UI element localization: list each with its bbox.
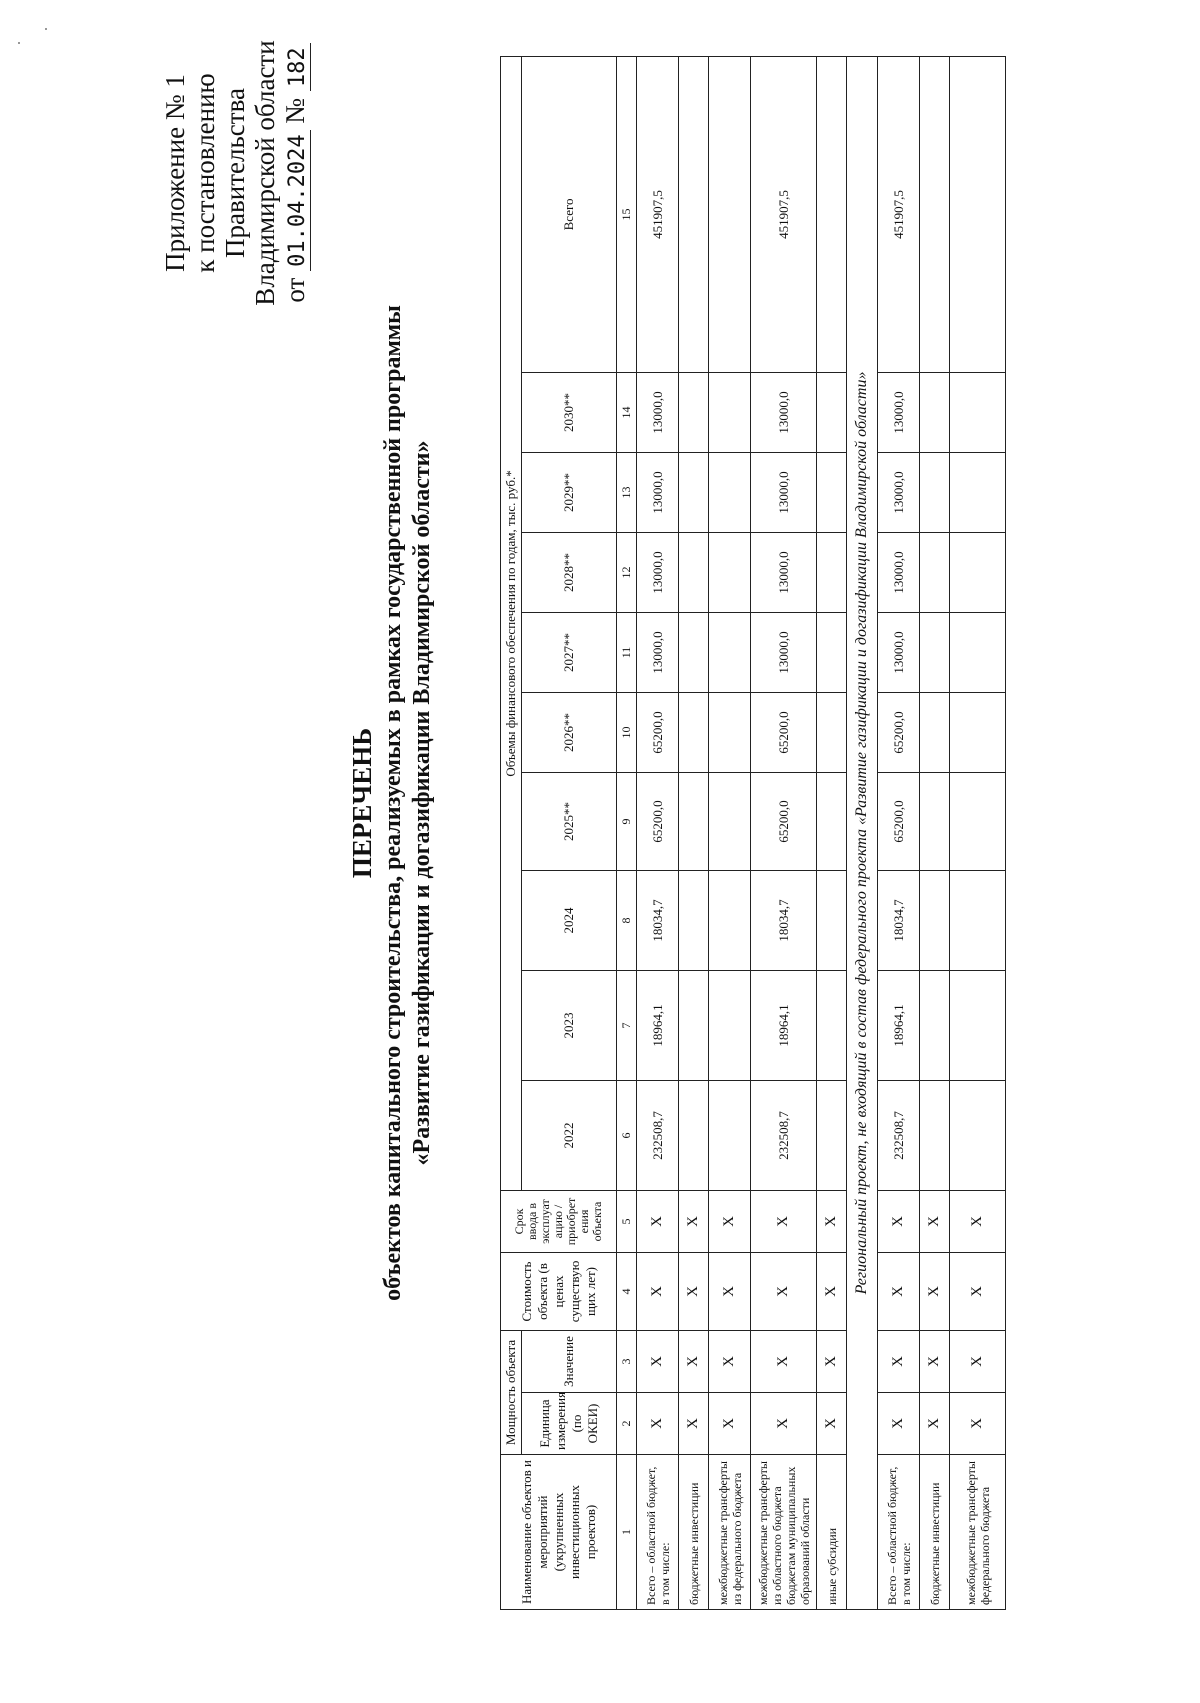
cell-year-amount	[950, 532, 1006, 612]
cell-year-amount	[920, 532, 950, 612]
table-row	[878, 56, 920, 1609]
row-name: межбюджетные трансферты из федерального бюджета	[709, 1455, 751, 1610]
cell-value: X	[878, 1330, 920, 1392]
cell-total: 451907,5	[878, 56, 920, 372]
cell-year-amount	[920, 970, 950, 1080]
objects-table	[500, 56, 1006, 1610]
program-name: «Развитие газификации и догазификации Владимирской области»	[409, 440, 435, 1166]
cell-term: X	[751, 1190, 817, 1252]
handwritten-date: 01.04.2024	[285, 130, 311, 270]
header-year: 2024	[522, 870, 617, 970]
cell-year-amount: 13000,0	[878, 452, 920, 532]
document-heading	[348, 203, 437, 1403]
column-number: 8	[617, 870, 637, 970]
cell-cost: X	[637, 1252, 679, 1330]
cell-year-amount	[817, 1080, 847, 1190]
cell-year-amount	[709, 1080, 751, 1190]
column-number: 2	[617, 1393, 637, 1455]
appendix-stamp	[160, 28, 313, 318]
cell-term: X	[817, 1190, 847, 1252]
row-name: Всего – областной бюджет, в том числе:	[878, 1455, 920, 1610]
cell-year-amount	[817, 612, 847, 692]
cell-year-amount	[679, 532, 709, 612]
cell-year-amount	[950, 372, 1006, 452]
cell-year-amount	[950, 970, 1006, 1080]
cell-cost: X	[920, 1252, 950, 1330]
cell-cost: X	[817, 1252, 847, 1330]
cell-year-amount	[709, 772, 751, 870]
cell-year-amount	[950, 692, 1006, 772]
cell-year-amount: 13000,0	[878, 372, 920, 452]
column-number: 10	[617, 692, 637, 772]
cell-year-amount	[920, 692, 950, 772]
stamp-line: Владимирской области	[250, 40, 280, 306]
table-row	[950, 56, 1006, 1609]
cell-term: X	[878, 1190, 920, 1252]
header-term: Срок ввода в эксплуат ацию / приобрет ения объекта	[501, 1190, 617, 1252]
cell-year-amount: 65200,0	[751, 692, 817, 772]
section-title: Региональный проект, не входящий в состав федерального проекта «Развитие газификации и догазификации Владимирской области»	[847, 56, 878, 1609]
row-name: межбюджетные трансферты из областного бюджета бюджетам муниципальных образований области	[751, 1455, 817, 1610]
cell-cost: X	[950, 1252, 1006, 1330]
document-title: ПЕРЕЧЕНЬ	[347, 727, 377, 879]
cell-unit: X	[637, 1393, 679, 1455]
cell-year-amount: 13000,0	[878, 532, 920, 612]
header-cost: Стоимость объекта (в ценах существую щих лет)	[501, 1252, 617, 1330]
number-prefix: №	[280, 97, 310, 124]
cell-year-amount	[709, 452, 751, 532]
stamp-line: Правительства	[220, 88, 250, 258]
header-year: 2026**	[522, 692, 617, 772]
cell-cost: X	[751, 1252, 817, 1330]
cell-year-amount: 65200,0	[637, 772, 679, 870]
cell-year-amount	[679, 870, 709, 970]
cell-year-amount	[950, 772, 1006, 870]
handwritten-number: 182	[285, 43, 311, 91]
cell-year-amount	[679, 1080, 709, 1190]
column-number: 6	[617, 1080, 637, 1190]
document-subtitle: объектов капитального строительства, реализуемых в рамках государственной программы	[380, 305, 406, 1301]
cell-term: X	[679, 1190, 709, 1252]
header-year: 2029**	[522, 452, 617, 532]
cell-year-amount: 65200,0	[751, 772, 817, 870]
cell-year-amount: 13000,0	[751, 372, 817, 452]
cell-year-amount: 18964,1	[751, 970, 817, 1080]
header-year: 2023	[522, 970, 617, 1080]
cell-value: X	[920, 1330, 950, 1392]
cell-term: X	[637, 1190, 679, 1252]
cell-year-amount: 13000,0	[637, 452, 679, 532]
stamp-line: к постановлению	[190, 73, 220, 273]
subheader-row	[522, 56, 617, 1609]
cell-year-amount: 65200,0	[637, 692, 679, 772]
cell-year-amount	[950, 870, 1006, 970]
cell-year-amount	[817, 970, 847, 1080]
cell-year-amount	[817, 372, 847, 452]
cell-year-amount: 65200,0	[878, 772, 920, 870]
section-row	[847, 56, 878, 1609]
header-total: Всего	[522, 56, 617, 372]
row-name: иные субсидии	[817, 1455, 847, 1610]
cell-year-amount	[920, 612, 950, 692]
cell-year-amount: 13000,0	[637, 372, 679, 452]
cell-year-amount	[920, 452, 950, 532]
row-name: межбюджетные трансферты федерального бюджета	[950, 1455, 1006, 1610]
column-number: 3	[617, 1330, 637, 1392]
cell-cost: X	[709, 1252, 751, 1330]
cell-year-amount: 18034,7	[878, 870, 920, 970]
column-number-row	[617, 56, 637, 1609]
cell-value: X	[950, 1330, 1006, 1392]
header-year: 2027**	[522, 612, 617, 692]
header-capacity: Мощность объекта	[501, 1330, 522, 1454]
column-number: 7	[617, 970, 637, 1080]
cell-unit: X	[679, 1393, 709, 1455]
cell-unit: X	[817, 1393, 847, 1455]
header-row	[501, 56, 522, 1609]
header-year: 2030**	[522, 372, 617, 452]
row-name: бюджетные инвестиции	[679, 1455, 709, 1610]
cell-total	[709, 56, 751, 372]
cell-total	[920, 56, 950, 372]
header-year: 2022	[522, 1080, 617, 1190]
row-name: бюджетные инвестиции	[920, 1455, 950, 1610]
cell-year-amount	[817, 532, 847, 612]
cell-total: 451907,5	[751, 56, 817, 372]
cell-year-amount	[950, 1080, 1006, 1190]
cell-year-amount	[679, 970, 709, 1080]
header-year: 2028**	[522, 532, 617, 612]
cell-year-amount: 13000,0	[751, 612, 817, 692]
table-row	[751, 56, 817, 1609]
cell-year-amount	[920, 772, 950, 870]
cell-year-amount	[817, 692, 847, 772]
cell-value: X	[679, 1330, 709, 1392]
cell-year-amount	[709, 970, 751, 1080]
cell-year-amount	[950, 452, 1006, 532]
column-number: 4	[617, 1252, 637, 1330]
cell-year-amount	[709, 692, 751, 772]
cell-year-amount: 232508,7	[878, 1080, 920, 1190]
cell-year-amount: 18964,1	[637, 970, 679, 1080]
table-row	[709, 56, 751, 1609]
cell-year-amount: 232508,7	[637, 1080, 679, 1190]
column-number: 12	[617, 532, 637, 612]
cell-year-amount: 13000,0	[751, 532, 817, 612]
column-number: 9	[617, 772, 637, 870]
cell-year-amount: 232508,7	[751, 1080, 817, 1190]
cell-year-amount	[679, 612, 709, 692]
stamp-date-line	[280, 28, 313, 318]
column-number: 11	[617, 612, 637, 692]
cell-total	[679, 56, 709, 372]
column-number: 14	[617, 372, 637, 452]
cell-year-amount	[950, 612, 1006, 692]
header-year: 2025**	[522, 772, 617, 870]
table-row	[920, 56, 950, 1609]
cell-year-amount	[679, 692, 709, 772]
table-row	[817, 56, 847, 1609]
column-number: 5	[617, 1190, 637, 1252]
cell-year-amount	[679, 372, 709, 452]
column-number: 15	[617, 56, 637, 372]
cell-year-amount	[709, 372, 751, 452]
cell-value: X	[709, 1330, 751, 1392]
cell-year-amount: 13000,0	[637, 532, 679, 612]
cell-year-amount	[920, 372, 950, 452]
cell-year-amount	[817, 772, 847, 870]
header-funding: Объемы финансового обеспечения по годам, тыс. руб.*	[501, 56, 522, 1190]
cell-cost: X	[679, 1252, 709, 1330]
stamp-line: Приложение № 1	[160, 74, 190, 272]
table-row	[679, 56, 709, 1609]
cell-year-amount: 18964,1	[878, 970, 920, 1080]
cell-year-amount	[817, 452, 847, 532]
cell-year-amount	[920, 1080, 950, 1190]
header-name: Наименование объектов и мероприятий (укрупненных инвестиционных проектов)	[501, 1455, 617, 1610]
row-name: Всего – областной бюджет, в том числе:	[637, 1455, 679, 1610]
cell-unit: X	[751, 1393, 817, 1455]
cell-year-amount: 13000,0	[637, 612, 679, 692]
cell-term: X	[950, 1190, 1006, 1252]
header-value: Значение	[522, 1330, 617, 1392]
cell-year-amount: 18034,7	[637, 870, 679, 970]
cell-year-amount	[679, 452, 709, 532]
cell-value: X	[637, 1330, 679, 1392]
cell-year-amount	[709, 532, 751, 612]
cell-term: X	[709, 1190, 751, 1252]
cell-year-amount	[920, 870, 950, 970]
cell-year-amount	[709, 870, 751, 970]
cell-unit: X	[878, 1393, 920, 1455]
column-number: 1	[617, 1455, 637, 1610]
cell-total	[817, 56, 847, 372]
cell-cost: X	[878, 1252, 920, 1330]
table-row	[637, 56, 679, 1609]
cell-value: X	[751, 1330, 817, 1392]
cell-year-amount	[709, 612, 751, 692]
cell-unit: X	[950, 1393, 1006, 1455]
date-prefix: от	[280, 277, 310, 303]
cell-term: X	[920, 1190, 950, 1252]
header-unit: Единица измерения (по ОКЕИ)	[522, 1393, 617, 1455]
cell-year-amount: 13000,0	[751, 452, 817, 532]
cell-year-amount	[817, 870, 847, 970]
cell-unit: X	[709, 1393, 751, 1455]
cell-year-amount: 18034,7	[751, 870, 817, 970]
cell-year-amount: 65200,0	[878, 692, 920, 772]
cell-total: 451907,5	[637, 56, 679, 372]
cell-year-amount	[679, 772, 709, 870]
cell-value: X	[817, 1330, 847, 1392]
cell-total	[950, 56, 1006, 372]
cell-unit: X	[920, 1393, 950, 1455]
cell-year-amount: 13000,0	[878, 612, 920, 692]
column-number: 13	[617, 452, 637, 532]
